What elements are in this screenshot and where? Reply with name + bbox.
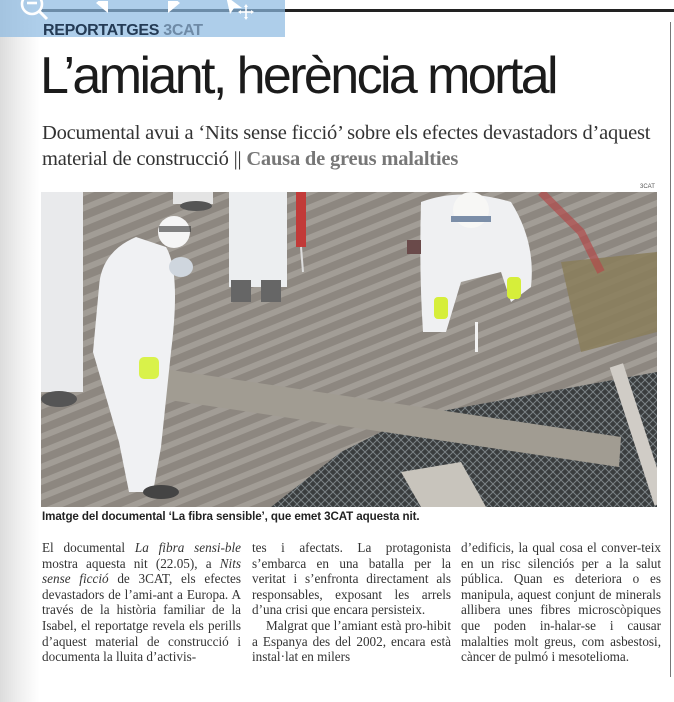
body-paragraph-2-continued: d’edificis, la qual cosa el conver-teix en un risc silenciós per a la salut pública. Quan es deteriora o es manipula, aquest conjunt de minerals allibera unes fibres microscòpiques que poden in-halar-se i causar malalties molt greus, com asbestosi, càncer de pulmó i mesotelioma. <box>461 540 661 665</box>
body-text: El documental <box>42 540 135 555</box>
subhead-main: Documental avui a ‘Nits sense ficció’ sobre els efectes devastadors d’aquest material de construcció || <box>42 122 651 170</box>
documentary-title: La fibra sensi-ble <box>134 540 241 555</box>
photo-illustration <box>41 192 657 507</box>
show-title: Nits sense ficció <box>42 555 241 587</box>
article-photo <box>41 192 657 507</box>
body-text: mostra aquesta nit (22.05), a <box>42 555 220 571</box>
section-brand: 3CAT <box>163 22 203 39</box>
body-paragraph-1 <box>42 540 241 665</box>
right-rule <box>670 22 671 677</box>
body-paragraph-2: Malgrat que l’amiant està pro-hibit a Espanya des del 2002, encara està instal·lat en milers <box>252 617 451 665</box>
body-paragraph-1-continued: tes i afectats. La protagonista s’embarca en una batalla per la veritat i s’enfronta directament als responsables, exposant les arrels d’una crisi que encara persisteix. <box>252 540 451 618</box>
photo-caption: Imatge del documental ‘La fibra sensible’, que emet 3CAT aquesta nit. <box>42 510 420 523</box>
next-page-icon[interactable] <box>158 0 184 19</box>
section-name: REPORTATGES <box>43 22 160 39</box>
body-column-1 <box>42 540 241 665</box>
subhead <box>42 120 667 172</box>
section-label <box>43 22 203 40</box>
photo-credit: 3CAT <box>640 184 655 190</box>
headline: L’amiant, herència mortal <box>40 47 556 105</box>
body-column-2 <box>252 540 451 665</box>
body-column-3 <box>461 540 661 665</box>
subhead-highlight: Causa de greus malalties <box>246 148 459 170</box>
pointer-move-icon[interactable] <box>224 0 260 26</box>
body-text: de 3CAT, els efectes devastadors de l’ami-ant a Europa. A través de la història familiar de la Isabel, el reportatge revela els perills d’aquest material de construcció i documenta la lluita d’activis- <box>42 571 242 665</box>
previous-page-icon[interactable] <box>92 0 118 19</box>
